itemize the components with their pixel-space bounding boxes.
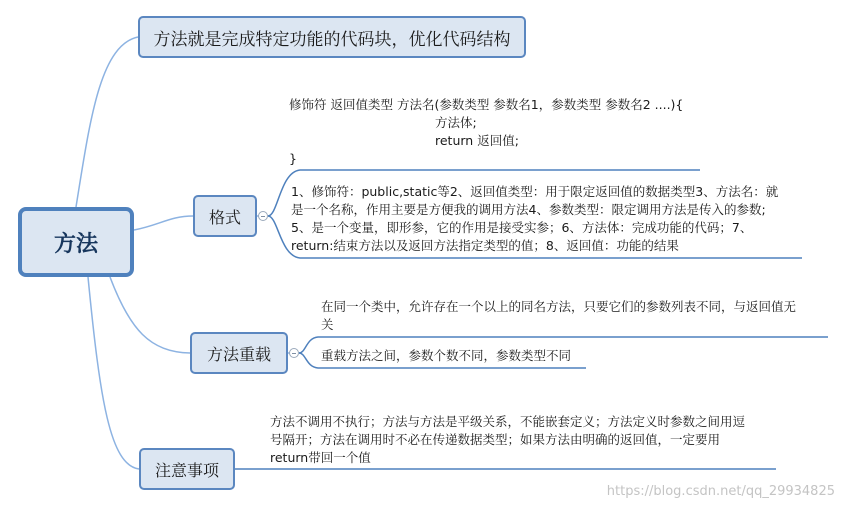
definition-label: 方法就是完成特定功能的代码块，优化代码结构 <box>153 29 511 50</box>
overload-collapse-icon[interactable] <box>289 348 299 358</box>
format-label: 格式 <box>208 207 241 227</box>
overload-note-line-3: 重载方法之间，参数个数不同，参数类型不同 <box>321 348 572 363</box>
notes-node[interactable] <box>139 448 235 490</box>
format-syntax-line-3: return 返回值; <box>435 133 519 148</box>
notes-text-line-1: 方法不调用不执行；方法与方法是平级关系，不能嵌套定义；方法定义时参数之间用逗 <box>270 414 746 429</box>
overload-note-line-1: 在同一个类中，允许存在一个以上的同名方法，只要它们的参数列表不同，与返回值无 <box>321 299 797 314</box>
format-detail-line-4: return:结束方法以及返回方法指定类型的值；8、返回值：功能的结果 <box>291 238 679 253</box>
overload-label: 方法重载 <box>206 344 271 364</box>
notes-text-line-2: 号隔开；方法在调用时不必在传递数据类型；如果方法由明确的返回值，一定要用 <box>270 432 721 447</box>
notes-text-line-3: return带回一个值 <box>270 450 371 465</box>
format-syntax-line-1: 修饰符 返回值类型 方法名(参数类型 参数名1，参数类型 参数名2 ....){ <box>289 97 684 112</box>
format-detail-line-2: 是一个名称，作用主要是方便我的调用方法4、参数类型：限定调用方法是传入的参数; <box>291 202 766 217</box>
format-syntax-line-2: 方法体; <box>435 115 477 130</box>
overload-note-line-2: 关 <box>321 317 334 332</box>
format-detail-line-1: 1、修饰符：public,static等2、返回值类型：用于限定返回值的数据类型3、方法名：就 <box>291 184 779 199</box>
definition-node[interactable] <box>138 16 526 58</box>
root-label: 方法 <box>53 231 98 257</box>
root-node-method[interactable] <box>18 207 134 277</box>
watermark: https://blog.csdn.net/qq_29934825 <box>606 484 835 499</box>
format-node[interactable] <box>193 195 257 237</box>
format-collapse-icon[interactable] <box>258 211 268 221</box>
format-syntax-line-4: } <box>289 151 297 166</box>
format-detail-line-3: 5、是一个变量，即形参，它的作用是接受实参；6、方法体：完成功能的代码；7、 <box>291 220 753 235</box>
notes-label: 注意事项 <box>154 460 219 480</box>
overload-node[interactable] <box>190 332 288 374</box>
